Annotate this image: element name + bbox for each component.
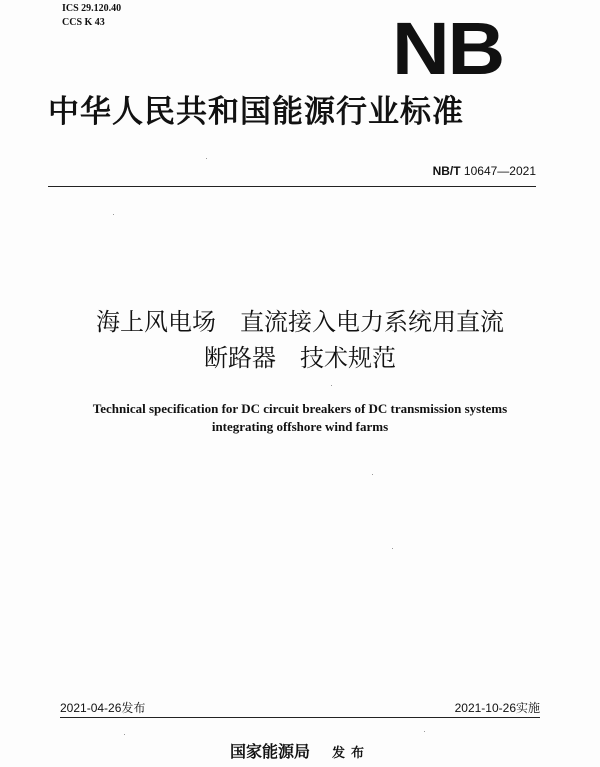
issue-date: 2021-04-26发布 xyxy=(60,701,146,715)
scan-speck xyxy=(331,385,332,386)
standard-code: NB/T xyxy=(432,164,461,178)
date-row xyxy=(60,700,540,716)
nb-logo: NB xyxy=(392,7,504,90)
scan-speck xyxy=(424,731,425,732)
scan-speck xyxy=(392,548,393,549)
header-divider xyxy=(48,186,536,187)
chinese-title-line-1: 海上风电场 直流接入电力系统用直流 xyxy=(96,308,504,336)
issuer-line xyxy=(0,742,600,764)
scan-speck xyxy=(372,474,373,475)
standard-number xyxy=(433,163,536,179)
implementation-date: 2021-10-26实施 xyxy=(454,701,540,715)
chinese-title xyxy=(40,304,560,376)
publish-label: 发布 xyxy=(332,746,371,761)
english-title-line-2: integrating offshore wind farms xyxy=(211,419,389,434)
scan-speck xyxy=(206,158,207,159)
scan-speck xyxy=(113,214,114,215)
organization-title: 中华人民共和国能源行业标准 xyxy=(48,94,464,130)
english-title-line-1: Technical specification for DC circuit breakers of DC transmission systems xyxy=(92,401,508,416)
chinese-title-line-2: 断路器 技术规范 xyxy=(204,344,396,372)
standard-number-value: 10647—2021 xyxy=(463,164,536,178)
classification-codes xyxy=(62,2,121,30)
ics-code: ICS 29.120.40 xyxy=(62,3,122,14)
issuer-name: 国家能源局 xyxy=(229,742,310,761)
scan-speck xyxy=(124,734,125,735)
footer-divider xyxy=(60,717,540,718)
english-title xyxy=(40,400,560,436)
ccs-code: CCS K 43 xyxy=(62,17,105,28)
